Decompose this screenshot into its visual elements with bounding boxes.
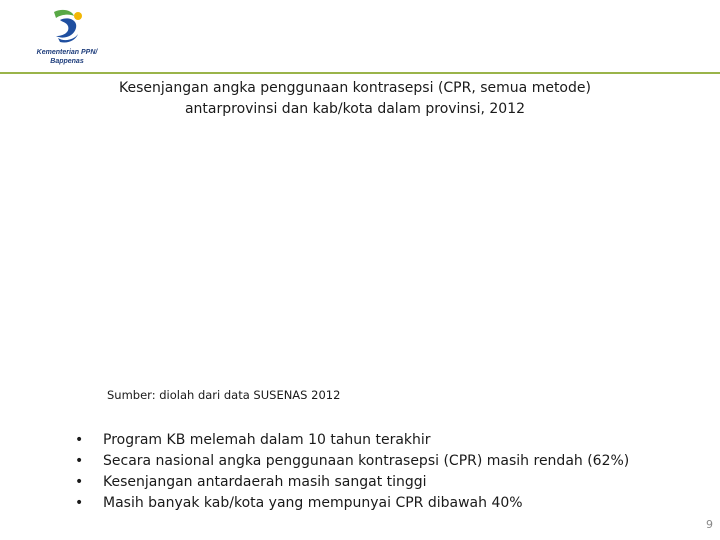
slide-title-line1: Kesenjangan angka penggunaan kontrasepsi (CPR, semua metode) <box>119 80 591 96</box>
bullet-item <box>75 451 629 472</box>
bullet-text: Program KB melemah dalam 10 tahun terakhir <box>103 432 431 448</box>
source-note: Sumber: diolah dari data SUSENAS 2012 <box>107 388 341 402</box>
bullet-dot-icon: • <box>75 432 84 448</box>
bullet-item <box>75 472 629 493</box>
bappenas-logo <box>22 6 112 68</box>
bullet-list <box>75 430 629 514</box>
bullet-item <box>75 493 629 514</box>
bullet-item <box>75 430 629 451</box>
bullet-text: Secara nasional angka penggunaan kontrasepsi (CPR) masih rendah (62%) <box>103 453 630 469</box>
logo-text-line1: Kementerian PPN/ <box>36 49 98 56</box>
slide-title <box>100 78 610 120</box>
page-number: 9 <box>706 518 713 531</box>
bullet-text: Masih banyak kab/kota yang mempunyai CPR dibawah 40% <box>103 495 523 511</box>
slide-title-line2: antarprovinsi dan kab/kota dalam provinsi, 2012 <box>184 101 526 117</box>
bullet-text: Kesenjangan antardaerah masih sangat tinggi <box>103 474 427 490</box>
bullet-dot-icon: • <box>75 474 84 490</box>
bullet-dot-icon: • <box>75 453 84 469</box>
logo-text-line2: Bappenas <box>50 58 84 65</box>
header-divider <box>0 72 720 74</box>
bullet-dot-icon: • <box>75 495 84 511</box>
bappenas-emblem-icon <box>48 6 88 46</box>
